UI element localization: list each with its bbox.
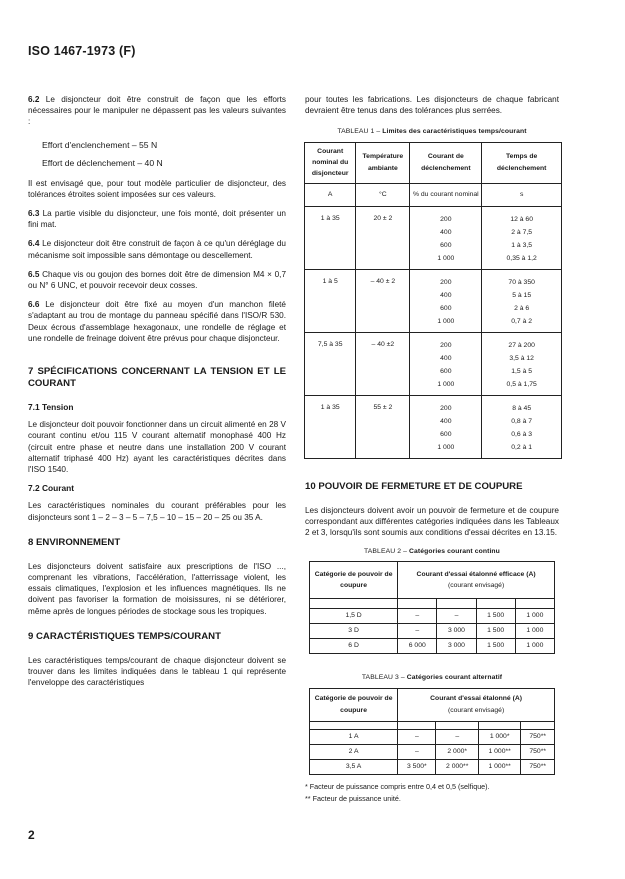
section-7-2-text: Les caractéristiques nominales du courant préférables pour les disjoncteurs sont 1 – 2 – 3 – 5 – 7,5 – 10 – 15 – 20 – 25 ou 35 A. — [28, 501, 286, 522]
value-cell: 1 000* — [478, 729, 520, 744]
footnotes — [305, 781, 559, 805]
temperature-cell: 55 ± 2 — [356, 395, 410, 458]
section-7-1-text: Le disjoncteur doit pouvoir fonctionner dans un circuit alimenté en 28 V courant continu et/ou 115 V courant alternatif monophasé 400 Hz (circuit entre phase et neutre dans une installation 200 V courant alternatif triphasé 400 Hz) ayant les caractéristiques décrites dans l'ISO 1540. — [28, 420, 286, 475]
value: 200 — [440, 278, 452, 286]
value: 1 000 — [437, 254, 455, 262]
effort-list — [28, 136, 286, 172]
col-header-category: Catégorie de pouvoir de coupure — [310, 688, 398, 721]
value: 0,8 à 7 — [511, 417, 533, 425]
value-cell: – — [436, 729, 478, 744]
section-text: Le disjoncteur doit être construit de façon que les efforts nécessaires pour le manipuler ne dépassent pas les valeurs suivantes : — [28, 95, 287, 127]
table-row — [310, 759, 555, 774]
footnote-double-star: ** Facteur de puissance unité. — [305, 793, 401, 803]
value-cell: 1 500 — [476, 624, 515, 639]
trip-time-cell — [482, 269, 562, 332]
rated-current-cell: 1 à 35 — [305, 395, 356, 458]
table-row — [310, 729, 555, 744]
value-cell: – — [437, 609, 476, 624]
value: 2 à 6 — [514, 304, 530, 312]
value-cell: 3 500* — [398, 759, 436, 774]
value: 27 à 200 — [508, 341, 535, 349]
section-9-heading: 9 CARACTÉRISTIQUES TEMPS/COURANT — [28, 630, 221, 642]
continuation-paragraph: pour toutes les fabrications. Les disjoncteurs de chaque fabricant devraient être tenus dans des tolérances plus serrées. — [305, 95, 559, 116]
table-row — [305, 332, 562, 395]
section-6-2 — [28, 94, 286, 128]
value: 1 000 — [437, 443, 455, 451]
value-cell: 6 000 — [398, 639, 437, 654]
value: 400 — [440, 354, 452, 362]
value-cell: 3 000 — [437, 639, 476, 654]
rated-current-cell: 1 à 35 — [305, 206, 356, 269]
value-cell: 750** — [521, 759, 555, 774]
value: 600 — [440, 430, 452, 438]
unit-cell: A — [305, 183, 356, 206]
table-3-caption — [305, 672, 559, 683]
unit-cell: °C — [356, 183, 410, 206]
section-10-text: Les disjoncteurs doivent avoir un pouvoir de fermeture et de coupure correspondant aux différentes catégories indiquées dans les Tableaux 2 et 3, lorsqu'ils sont soumis aux conditions d'essai décrites en 13.15. — [305, 505, 559, 538]
value: 200 — [440, 215, 452, 223]
value: 600 — [440, 367, 452, 375]
table-row — [310, 624, 555, 639]
value: 200 — [440, 341, 452, 349]
unit-cell: % du courant nominal — [410, 183, 482, 206]
value: 0,7 à 2 — [511, 317, 533, 325]
value-cell: – — [398, 624, 437, 639]
section-text: Le disjoncteur doit être fixé au moyen d'un manchon fileté s'adaptant au trou de montage du panneau spécifié dans l'ISO/R 530. Deux écrous d'assemblage hexagonaux, une rondelle de réglage et une rondelle de freinage doivent être prévus pour chaque disjoncteur. — [28, 300, 286, 343]
section-text: Le disjoncteur doit être construit de façon à ce qu'un déréglage du mécanisme soit impossible sans démontage ou descellement. — [28, 239, 286, 260]
value: 0,2 à 1 — [511, 443, 533, 451]
col-header-trip-time: Temps de déclenchement — [482, 142, 562, 183]
rated-current-cell: 7,5 à 35 — [305, 332, 356, 395]
header-line: (courant envisagé) — [447, 706, 505, 714]
value: 3,5 à 12 — [509, 354, 534, 362]
value: 600 — [440, 304, 452, 312]
section-number: 6.6 — [28, 300, 40, 310]
table-1-label: TABLEAU 1 – — [337, 128, 381, 136]
col-header-trip-current: Courant de déclenchement — [410, 142, 482, 183]
table-2-caption — [305, 546, 559, 557]
section-7-heading: 7 SPÉCIFICATIONS CONCERNANT LA TENSION ET LE COURANT — [28, 366, 286, 390]
section-7-2-heading: 7.2 Courant — [28, 483, 75, 494]
value-cell: – — [398, 744, 436, 759]
value-cell: 1 500 — [476, 609, 515, 624]
table-row — [310, 609, 555, 624]
value: 400 — [440, 417, 452, 425]
value: 12 à 60 — [510, 215, 533, 223]
table-unit-row — [305, 183, 562, 206]
col-header-rated-current: Courant nominal du disjoncteur — [305, 142, 356, 183]
category-cell: 1,5 D — [310, 609, 398, 624]
spacer-row — [310, 599, 555, 609]
value: 70 à 350 — [508, 278, 535, 286]
trip-current-cell — [410, 206, 482, 269]
value-cell: 3 000 — [437, 624, 476, 639]
temperature-cell: – 40 ± 2 — [356, 269, 410, 332]
value-cell: 750** — [521, 729, 555, 744]
value: 5 à 15 — [512, 291, 532, 299]
col-header-category: Catégorie de pouvoir de coupure — [310, 562, 398, 599]
value: 0,5 à 1,75 — [506, 380, 537, 388]
spacer-row — [310, 721, 555, 729]
table-2-title: Catégories courant continu — [408, 548, 500, 556]
section-8-text: Les disjoncteurs doivent satisfaire aux prescriptions de l'ISO ..., comprenant les vibrations, l'accélération, l'atterrissage violent, les essais climatiques, l'explosion et les influences magnétiques. Ils ne doivent pas favoriser la formation de moisissures, ni se détériorer, même après de longues périodes de stockage sous les tropiques. — [28, 561, 286, 616]
section-7-1-heading: 7.1 Tension — [28, 402, 74, 413]
section-10-heading: 10 POUVOIR DE FERMETURE ET DE COUPURE — [305, 480, 523, 492]
table-header-row — [310, 562, 555, 599]
table-header-row — [305, 142, 562, 183]
value: 0,6 à 3 — [511, 430, 533, 438]
value-cell: – — [398, 609, 437, 624]
table-1-caption — [305, 126, 559, 137]
category-cell: 3 D — [310, 624, 398, 639]
table-3-label: TABLEAU 3 – — [361, 674, 405, 682]
header-line: (courant envisagé) — [447, 582, 505, 590]
col-header-ambient-temp: Température ambiante — [356, 142, 410, 183]
table-row — [305, 269, 562, 332]
left-column — [28, 94, 286, 697]
value-cell: 2 000* — [436, 744, 478, 759]
section-number: 6.2 — [28, 95, 40, 104]
right-column — [305, 94, 559, 805]
trip-time-cell — [482, 206, 562, 269]
section-6-3 — [28, 208, 286, 230]
col-header-test-current — [398, 688, 555, 721]
table-row — [310, 639, 555, 654]
value: 1 000 — [437, 380, 455, 388]
value: 8 à 45 — [512, 404, 532, 412]
value-cell: 1 000** — [478, 744, 520, 759]
trip-current-cell — [410, 269, 482, 332]
trip-time-cell — [482, 332, 562, 395]
category-cell: 2 A — [310, 744, 398, 759]
table-1-title: Limites des caractéristiques temps/courant — [382, 128, 527, 136]
table-row — [305, 395, 562, 458]
value-cell: – — [398, 729, 436, 744]
temperature-cell: 20 ± 2 — [356, 206, 410, 269]
page-number: 2 — [28, 828, 35, 842]
unit-cell: s — [482, 183, 562, 206]
trip-current-cell — [410, 395, 482, 458]
tolerance-paragraph: Il est envisagé que, pour tout modèle particulier de disjoncteur, des tolérances étroites soient imposées sur ces valeurs. — [28, 178, 286, 199]
section-6-5 — [28, 269, 286, 291]
value: 2 à 7,5 — [511, 228, 533, 236]
value: 1 à 3,5 — [511, 241, 533, 249]
table-header-row — [310, 688, 555, 721]
col-header-test-current — [398, 562, 555, 599]
category-cell: 3,5 A — [310, 759, 398, 774]
header-line: Courant d'essai étalonné (A) — [430, 695, 523, 703]
section-text: Chaque vis ou goujon des bornes doit être de dimension M4 × 0,7 ou N° 6 UNC, et pouvoir recevoir deux cosses. — [28, 269, 286, 291]
section-number: 6.4 — [28, 239, 40, 249]
value: 1 000 — [437, 317, 455, 325]
document-header: ISO 1467-1973 (F) — [28, 44, 136, 58]
value-cell: 1 000 — [515, 609, 554, 624]
value-cell: 2 000** — [436, 759, 478, 774]
value: 0,35 à 1,2 — [506, 254, 537, 262]
effort-tripping: Effort de déclenchement – 40 N — [42, 157, 163, 168]
temperature-cell: – 40 ±2 — [356, 332, 410, 395]
section-6-4 — [28, 238, 286, 260]
rated-current-cell: 1 à 5 — [305, 269, 356, 332]
value: 200 — [440, 404, 452, 412]
table-1 — [304, 142, 562, 459]
section-9-text: Les caractéristiques temps/courant de chaque disjoncteur doivent se trouver dans les limites indiquées dans le tableau 1 qui représente l'enveloppe des caractéristiques — [28, 655, 286, 688]
table-3-title: Catégories courant alternatif — [406, 674, 503, 682]
trip-time-cell — [482, 395, 562, 458]
value-cell: 1 500 — [476, 639, 515, 654]
footnote-single-star: * Facteur de puissance compris entre 0,4 et 0,5 (selfique). — [305, 781, 490, 791]
table-row — [310, 744, 555, 759]
value-cell: 1 000 — [515, 624, 554, 639]
category-cell: 6 D — [310, 639, 398, 654]
table-2 — [309, 561, 555, 654]
value: 600 — [440, 241, 452, 249]
value: 400 — [440, 228, 452, 236]
section-8-heading: 8 ENVIRONNEMENT — [28, 536, 121, 548]
section-number: 6.5 — [28, 269, 40, 279]
table-2-label: TABLEAU 2 – — [364, 548, 407, 556]
table-3 — [309, 688, 555, 775]
value-cell: 1 000 — [515, 639, 554, 654]
value: 1,5 à 5 — [511, 367, 533, 375]
section-text: La partie visible du disjoncteur, une fois monté, doit présenter un fini mat. — [28, 209, 286, 230]
value-cell: 750** — [521, 744, 555, 759]
effort-closing: Effort d'enclenchement – 55 N — [42, 139, 158, 150]
section-number: 6.3 — [28, 209, 40, 219]
value-cell: 1 000** — [478, 759, 520, 774]
header-line: Courant d'essai étalonné efficace (A) — [416, 571, 536, 579]
value: 400 — [440, 291, 452, 299]
trip-current-cell — [410, 332, 482, 395]
table-row — [305, 206, 562, 269]
category-cell: 1 A — [310, 729, 398, 744]
section-6-6 — [28, 299, 286, 344]
